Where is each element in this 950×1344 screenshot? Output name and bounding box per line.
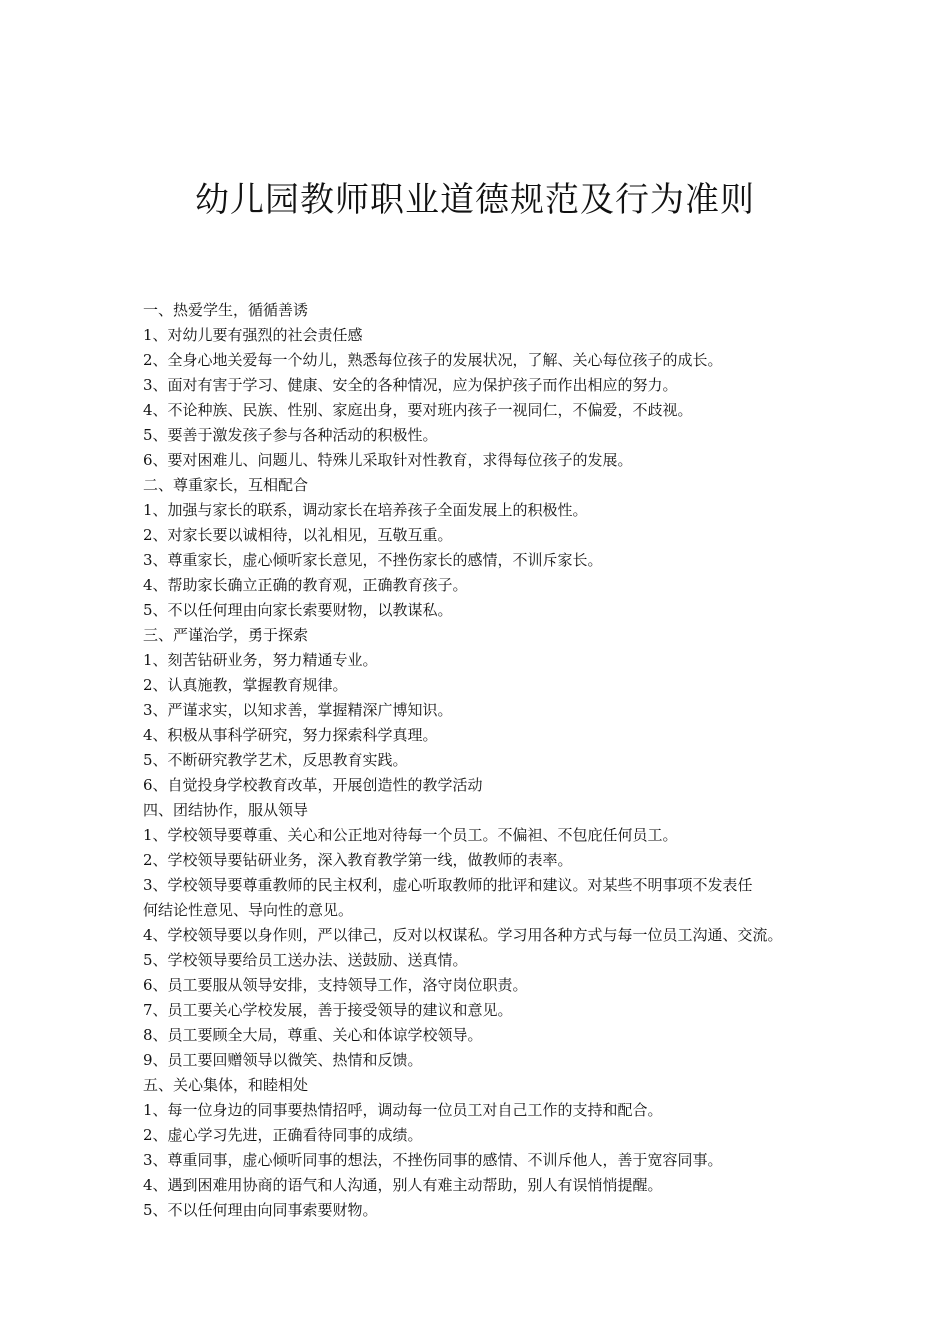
list-item: 1、刻苦钻研业务，努力精通专业。 <box>143 651 378 669</box>
list-item: 5、要善于激发孩子参与各种活动的积极性。 <box>143 426 438 444</box>
list-item: 1、对幼儿要有强烈的社会责任感 <box>143 326 363 344</box>
list-item: 6、员工要服从领导安排，支持领导工作，洛守岗位职责。 <box>143 976 528 994</box>
list-item: 4、学校领导要以身作则，严以律己，反对以权谋私。学习用各种方式与每一位员工沟通、交流。 <box>143 926 783 944</box>
list-item: 5、不断研究教学艺术，反思教育实践。 <box>143 751 408 769</box>
list-item: 8、员工要顾全大局，尊重、关心和体谅学校领导。 <box>143 1026 483 1044</box>
document-body <box>143 298 833 1223</box>
list-item: 6、要对困难儿、问题儿、特殊儿采取针对性教育，求得每位孩子的发展。 <box>143 451 633 469</box>
list-item: 3、面对有害于学习、健康、安全的各种情况，应为保护孩子而作出相应的努力。 <box>143 376 678 394</box>
list-item: 5、不以任何理由向家长索要财物，以教谋私。 <box>143 601 453 619</box>
section-heading: 五、关心集体，和睦相处 <box>143 1076 309 1094</box>
section-heading: 四、团结协作，服从领导 <box>143 801 309 819</box>
list-item: 5、学校领导要给员工送办法、送鼓励、送真情。 <box>143 951 468 969</box>
list-item: 2、认真施教，掌握教育规律。 <box>143 676 348 694</box>
list-item: 4、积极从事科学研究，努力探索科学真理。 <box>143 726 438 744</box>
list-item: 6、自觉投身学校教育改革，开展创造性的教学活动 <box>143 776 483 794</box>
list-item: 3、学校领导要尊重教师的民主权利，虚心听取教师的批评和建议。对某些不明事项不发表任 <box>143 876 753 894</box>
list-item: 4、遇到困难用协商的语气和人沟通，别人有难主动帮助，别人有误悄悄提醒。 <box>143 1176 663 1194</box>
document-title: 幼儿园教师职业道德规范及行为准则 <box>195 180 755 220</box>
list-item: 2、对家长要以诚相待，以礼相见，互敬互重。 <box>143 526 453 544</box>
list-item: 3、严谨求实，以知求善，掌握精深广博知识。 <box>143 701 453 719</box>
list-item: 2、学校领导要钻研业务，深入教育教学第一线，做教师的表率。 <box>143 851 573 869</box>
section-heading: 二、尊重家长，互相配合 <box>143 476 309 494</box>
list-item: 2、虚心学习先进，正确看待同事的成绩。 <box>143 1126 423 1144</box>
list-item: 3、尊重同事，虚心倾听同事的想法，不挫伤同事的感情、不训斥他人，善于宽容同事。 <box>143 1151 723 1169</box>
section-heading: 三、严谨治学，勇于探索 <box>143 626 309 644</box>
list-item: 1、每一位身边的同事要热情招呼，调动每一位员工对自己工作的支持和配合。 <box>143 1101 663 1119</box>
list-item-continuation: 何结论性意见、导向性的意见。 <box>143 901 354 919</box>
list-item: 5、不以任何理由向同事索要财物。 <box>143 1201 378 1219</box>
list-item: 4、不论种族、民族、性别、家庭出身，要对班内孩子一视同仁，不偏爱，不歧视。 <box>143 401 693 419</box>
list-item: 2、全身心地关爱每一个幼儿，熟悉每位孩子的发展状况，了解、关心每位孩子的成长。 <box>143 351 723 369</box>
list-item: 7、员工要关心学校发展，善于接受领导的建议和意见。 <box>143 1001 513 1019</box>
list-item: 1、加强与家长的联系，调动家长在培养孩子全面发展上的积极性。 <box>143 501 588 519</box>
list-item: 4、帮助家长确立正确的教育观，正确教育孩子。 <box>143 576 468 594</box>
section-heading: 一、热爱学生，循循善诱 <box>143 301 309 319</box>
list-item: 9、员工要回赠领导以微笑、热情和反馈。 <box>143 1051 423 1069</box>
list-item: 3、尊重家长，虚心倾听家长意见，不挫伤家长的感情，不训斥家长。 <box>143 551 603 569</box>
list-item: 1、学校领导要尊重、关心和公正地对待每一个员工。不偏袒、不包庇任何员工。 <box>143 826 678 844</box>
